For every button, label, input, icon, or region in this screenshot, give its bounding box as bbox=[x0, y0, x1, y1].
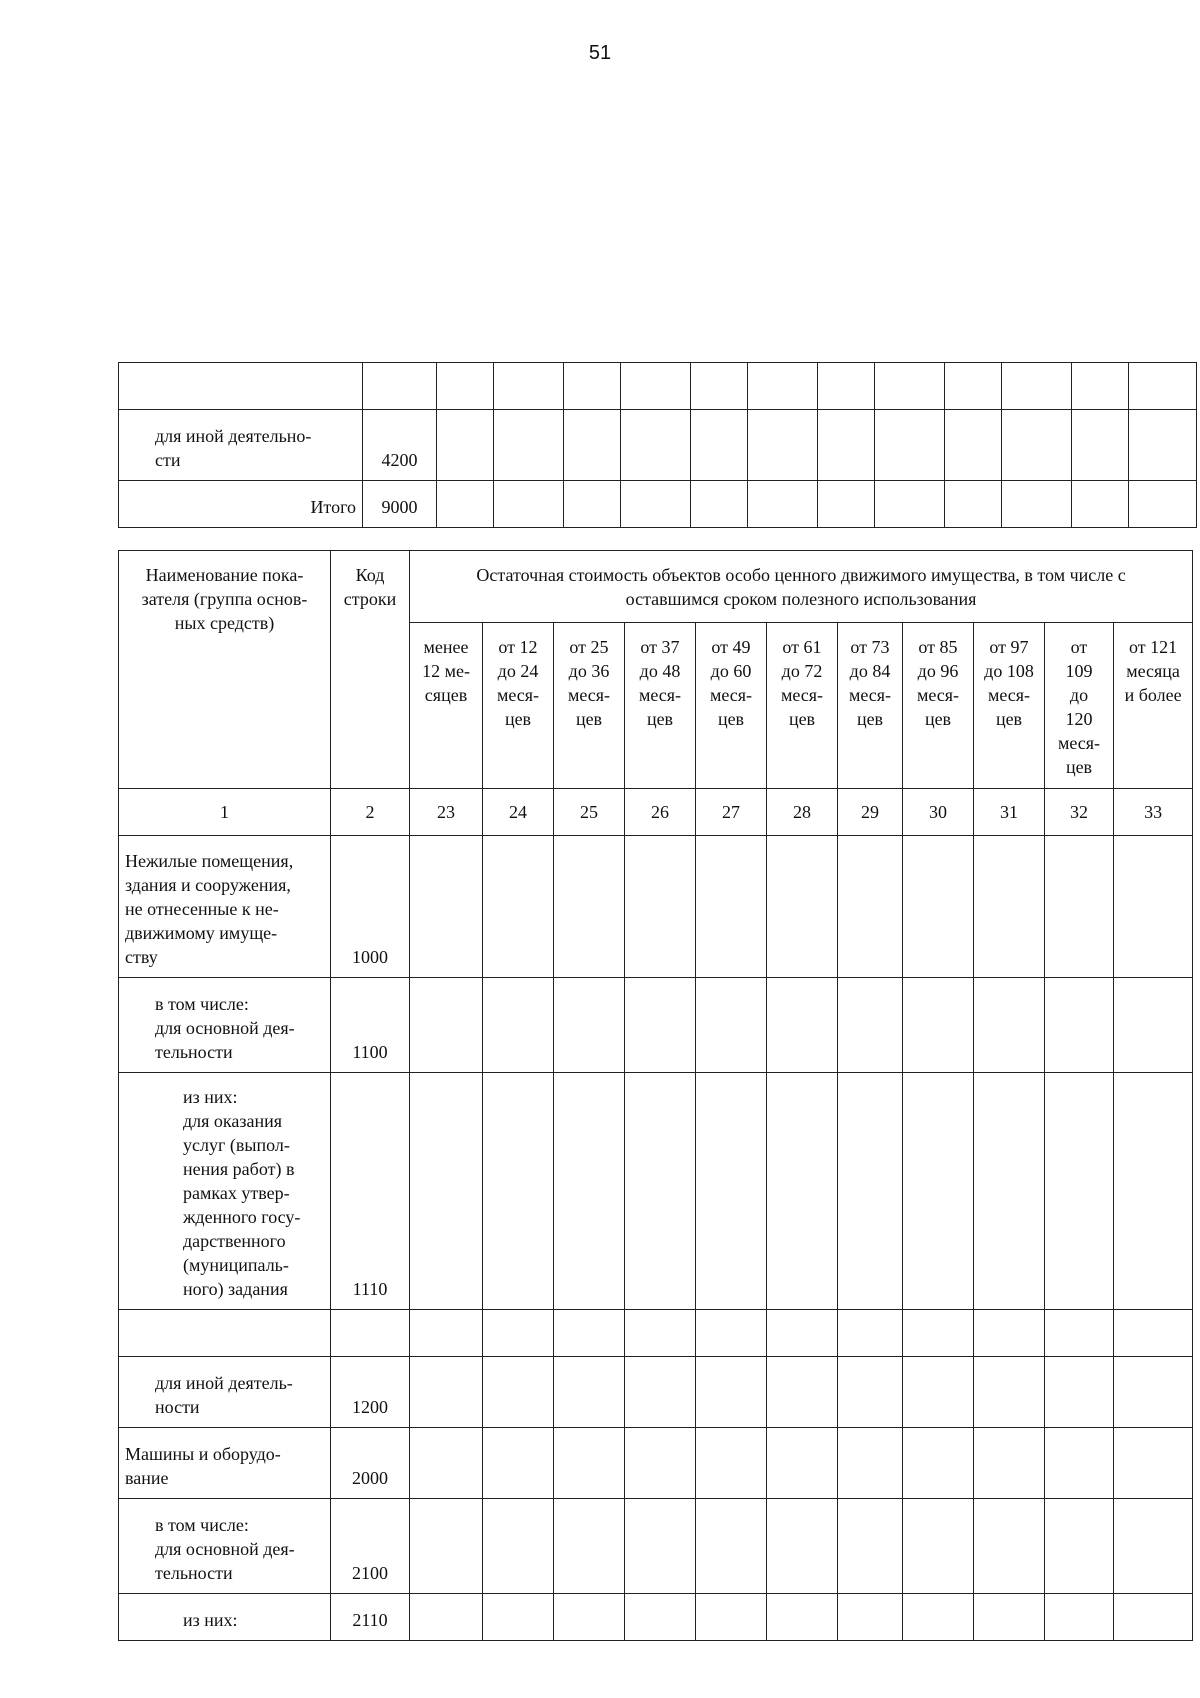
column-number: 25 bbox=[554, 789, 625, 836]
column-number: 30 bbox=[903, 789, 974, 836]
header-subcolumn: от 109 до 120 меся- цев bbox=[1045, 623, 1114, 789]
row-name: в том числе: для основной дея- тельности bbox=[119, 978, 331, 1073]
table-row bbox=[119, 481, 1197, 528]
row-code: 4200 bbox=[363, 410, 437, 481]
column-number: 2 bbox=[331, 789, 410, 836]
row-code: 1200 bbox=[331, 1357, 410, 1428]
table-row bbox=[119, 978, 1193, 1073]
header-indicator-name: Наименование пока- зателя (группа основ- ных средств) bbox=[119, 551, 331, 789]
row-code: 1100 bbox=[331, 978, 410, 1073]
column-number: 27 bbox=[696, 789, 767, 836]
row-code: 2100 bbox=[331, 1499, 410, 1594]
row-name bbox=[119, 1310, 331, 1357]
row-name: Нежилые помещения, здания и сооружения, не отнесенные к не- движимому имуще- ству bbox=[119, 836, 331, 978]
row-name: в том числе: для основной дея- тельности bbox=[119, 1499, 331, 1594]
row-code: 9000 bbox=[363, 481, 437, 528]
continuation-table bbox=[118, 362, 1197, 528]
header-residual-value-group: Остаточная стоимость объектов особо ценного движимого имущества, в том числе с оставшимся сроком полезного использования bbox=[410, 551, 1193, 623]
column-number: 28 bbox=[767, 789, 838, 836]
header-subcolumn: от 25 до 36 меся- цев bbox=[554, 623, 625, 789]
header-subcolumn: менее 12 ме- сяцев bbox=[410, 623, 483, 789]
row-name: из них: для оказания услуг (выпол- нения работ) в рамках утвер- жденного госу- дарственного (муниципаль- ного) задания bbox=[119, 1073, 331, 1310]
row-code: 2000 bbox=[331, 1428, 410, 1499]
table-row bbox=[119, 836, 1193, 978]
table-row bbox=[119, 1428, 1193, 1499]
column-number: 32 bbox=[1045, 789, 1114, 836]
column-number: 26 bbox=[625, 789, 696, 836]
row-code: 1000 bbox=[331, 836, 410, 978]
table-row bbox=[119, 1310, 1193, 1357]
table-row bbox=[119, 1357, 1193, 1428]
table-row bbox=[119, 410, 1197, 481]
row-name: Машины и оборудо- вание bbox=[119, 1428, 331, 1499]
header-subcolumn: от 73 до 84 меся- цев bbox=[838, 623, 903, 789]
row-name: из них: bbox=[119, 1594, 331, 1641]
row-name: для иной деятельно- сти bbox=[119, 410, 363, 481]
column-number-row bbox=[119, 789, 1193, 836]
header-line-code: Код строки bbox=[331, 551, 410, 789]
table-row bbox=[119, 363, 1197, 410]
row-name bbox=[119, 363, 363, 410]
column-number: 23 bbox=[410, 789, 483, 836]
column-number: 24 bbox=[483, 789, 554, 836]
row-name: для иной деятель- ности bbox=[119, 1357, 331, 1428]
header-subcolumn: от 61 до 72 меся- цев bbox=[767, 623, 838, 789]
row-code: 2110 bbox=[331, 1594, 410, 1641]
table-row bbox=[119, 1594, 1193, 1641]
table-row bbox=[119, 1499, 1193, 1594]
row-name: Итого bbox=[119, 481, 363, 528]
row-code bbox=[363, 363, 437, 410]
header-subcolumn: от 121 месяца и более bbox=[1114, 623, 1193, 789]
header-subcolumn: от 12 до 24 меся- цев bbox=[483, 623, 554, 789]
asset-residual-value-table bbox=[118, 550, 1193, 1641]
header-subcolumn: от 37 до 48 меся- цев bbox=[625, 623, 696, 789]
column-number: 31 bbox=[974, 789, 1045, 836]
header-subcolumn: от 85 до 96 меся- цев bbox=[903, 623, 974, 789]
header-subcolumn: от 97 до 108 меся- цев bbox=[974, 623, 1045, 789]
header-subcolumn: от 49 до 60 меся- цев bbox=[696, 623, 767, 789]
row-code: 1110 bbox=[331, 1073, 410, 1310]
page-number: 51 bbox=[588, 42, 612, 64]
table-row bbox=[119, 1073, 1193, 1310]
row-code bbox=[331, 1310, 410, 1357]
column-number: 1 bbox=[119, 789, 331, 836]
column-number: 29 bbox=[838, 789, 903, 836]
column-number: 33 bbox=[1114, 789, 1193, 836]
